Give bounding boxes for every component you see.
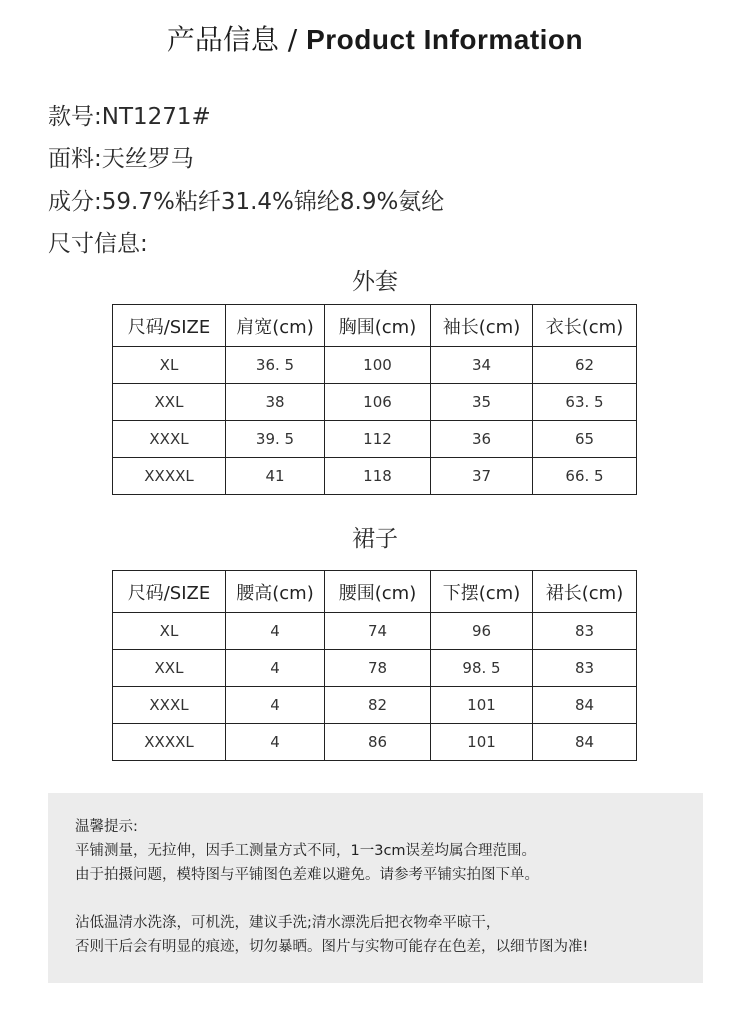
table-row [113, 650, 637, 687]
table-cell: 4 [226, 724, 325, 761]
table-cell: 86 [325, 724, 431, 761]
header-cell: 胸围(cm) [325, 305, 431, 347]
table-cell: 83 [533, 613, 637, 650]
jacket-size-table [112, 304, 637, 495]
table-cell: XXL [113, 650, 226, 687]
table-cell: XXL [113, 384, 226, 421]
table-cell: XL [113, 613, 226, 650]
skirt-size-table [112, 570, 637, 761]
table-cell: XXXXL [113, 458, 226, 495]
table-cell: 112 [325, 421, 431, 458]
size-info-label: 尺寸信息: [48, 231, 148, 257]
table-cell: 4 [226, 687, 325, 724]
table-cell: 62 [533, 347, 637, 384]
fabric: 面料:天丝罗马 [48, 146, 194, 172]
table-row [113, 384, 637, 421]
page-title [0, 20, 750, 60]
table-row [113, 687, 637, 724]
table-cell: 38 [226, 384, 325, 421]
header-cell: 衣长(cm) [533, 305, 637, 347]
table-cell: 65 [533, 421, 637, 458]
table-cell: 98. 5 [431, 650, 533, 687]
table-cell: 101 [431, 724, 533, 761]
header-cell: 腰高(cm) [226, 571, 325, 613]
table-row [113, 613, 637, 650]
header-cell: 尺码/SIZE [113, 571, 226, 613]
table-cell: 83 [533, 650, 637, 687]
table-cell: 36. 5 [226, 347, 325, 384]
header-cell: 肩宽(cm) [226, 305, 325, 347]
table-cell: 74 [325, 613, 431, 650]
table-cell: 106 [325, 384, 431, 421]
style-number: 款号:NT1271# [48, 104, 211, 130]
composition: 成分:59.7%粘纤31.4%锦纶8.9%氨纶 [48, 189, 445, 215]
table-header-row [113, 305, 637, 347]
table-cell: 41 [226, 458, 325, 495]
table-cell: XXXXL [113, 724, 226, 761]
jacket-table-caption: 外套 [352, 269, 398, 295]
table-cell: 78 [325, 650, 431, 687]
header-cell: 腰围(cm) [325, 571, 431, 613]
header-cell: 袖长(cm) [431, 305, 533, 347]
skirt-table-caption: 裙子 [352, 526, 398, 552]
table-cell: XXXL [113, 687, 226, 724]
table-row [113, 458, 637, 495]
notice-title: 温馨提示: [75, 819, 138, 835]
notice-line: 沾低温清水洗涤，可机洗，建议手洗;清水漂洗后把衣物牵平晾干， [75, 915, 501, 931]
table-cell: 4 [226, 650, 325, 687]
table-row [113, 724, 637, 761]
header-cell: 下摆(cm) [431, 571, 533, 613]
notice-line: 由于拍摄问题，模特图与平铺图色差难以避免。请参考平铺实拍图下单。 [75, 867, 539, 883]
table-cell: 82 [325, 687, 431, 724]
title-separator: / [278, 23, 307, 56]
table-cell: 101 [431, 687, 533, 724]
notice-box [48, 793, 703, 983]
table-header-row [113, 571, 637, 613]
table-cell: 84 [533, 724, 637, 761]
table-cell: XL [113, 347, 226, 384]
header-cell: 裙长(cm) [533, 571, 637, 613]
table-cell: 96 [431, 613, 533, 650]
table-cell: 118 [325, 458, 431, 495]
table-cell: 100 [325, 347, 431, 384]
table-cell: 34 [431, 347, 533, 384]
table-cell: 84 [533, 687, 637, 724]
table-cell: 35 [431, 384, 533, 421]
table-cell: 39. 5 [226, 421, 325, 458]
title-chinese: 产品信息 [166, 23, 279, 56]
table-cell: 4 [226, 613, 325, 650]
table-row [113, 347, 637, 384]
table-cell: 36 [431, 421, 533, 458]
table-row [113, 421, 637, 458]
table-cell: 66. 5 [533, 458, 637, 495]
header-cell: 尺码/SIZE [113, 305, 226, 347]
table-cell: 63. 5 [533, 384, 637, 421]
notice-line: 否则干后会有明显的痕迹，切勿暴晒。图片与实物可能存在色差，以细节图为准! [75, 939, 589, 955]
table-cell: XXXL [113, 421, 226, 458]
table-cell: 37 [431, 458, 533, 495]
notice-line: 平铺测量，无拉伸，因手工测量方式不同，1一3cm误差均属合理范围。 [75, 843, 537, 859]
title-english: Product Information [306, 24, 584, 55]
